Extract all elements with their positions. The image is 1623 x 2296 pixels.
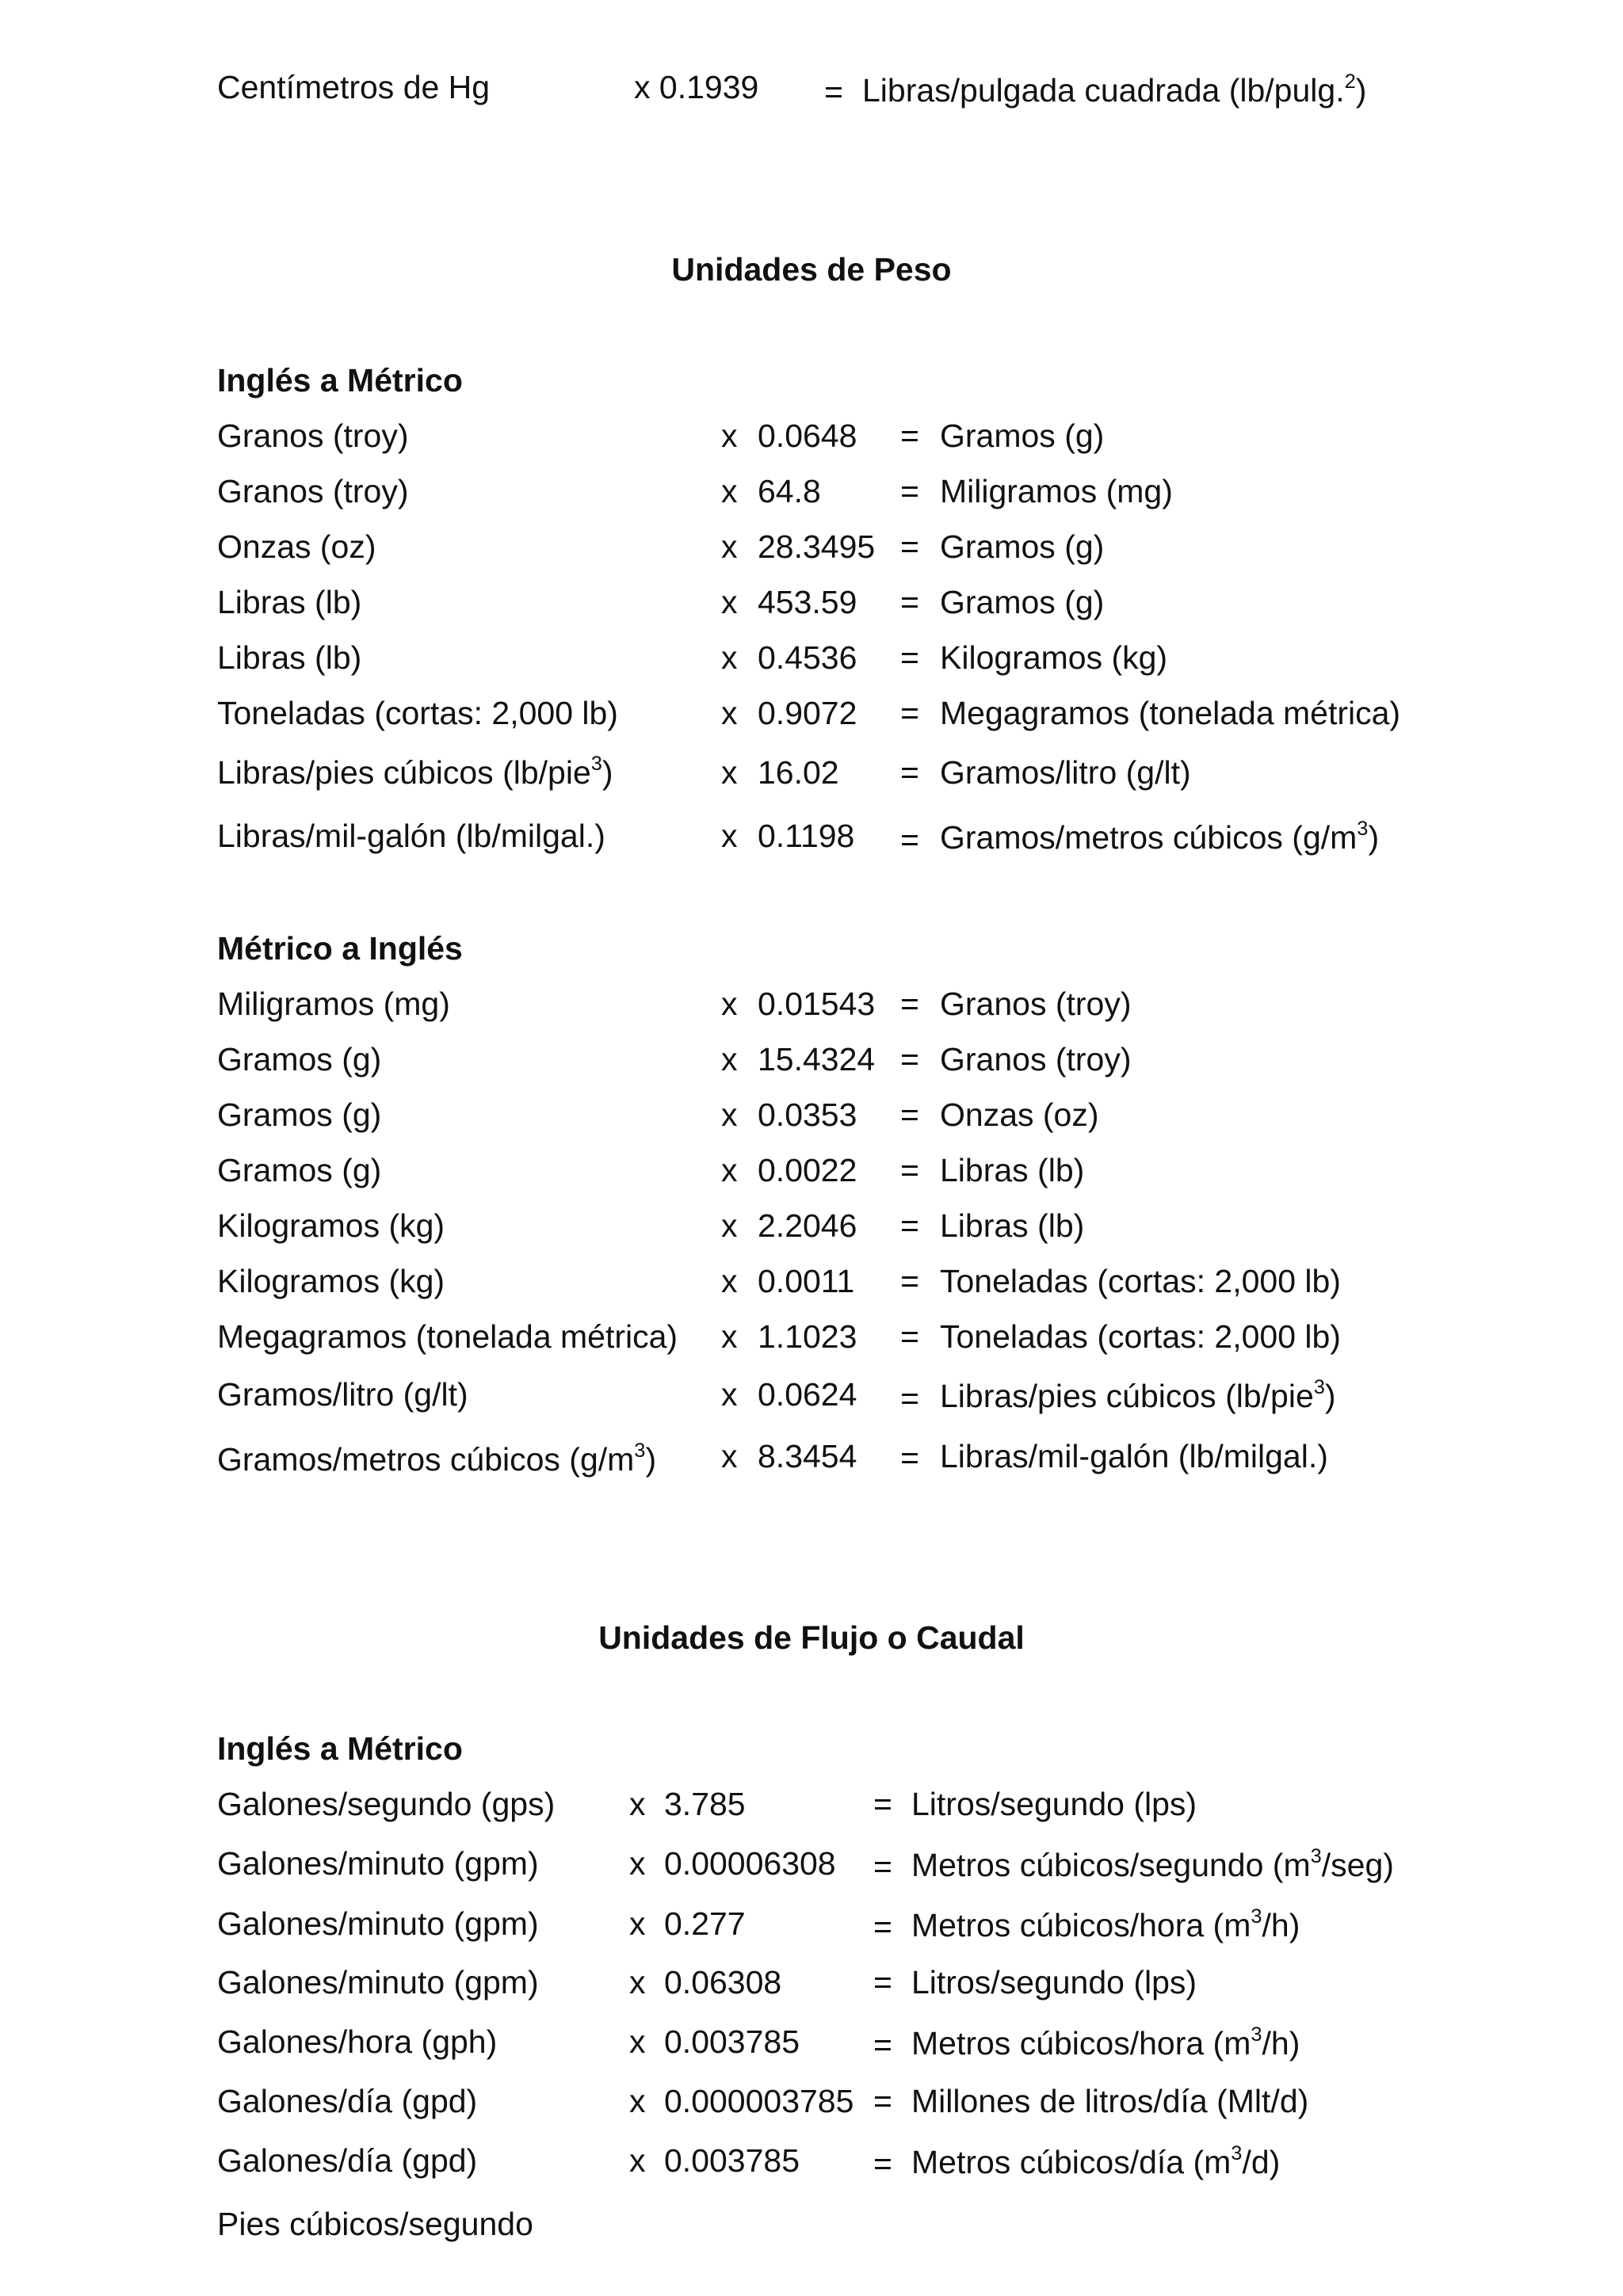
row-unit: Toneladas (cortas: 2,000 lb) [217,695,618,731]
row-x: x [721,1318,738,1355]
row-factor: 0.0624 [758,1376,857,1413]
row-unit: Miligramos (mg) [217,986,450,1022]
row-factor: 0.0011 [758,1263,855,1299]
row-unit: Onzas (oz) [217,528,376,565]
row-factor: 15.4324 [758,1041,876,1077]
row-eq: = [873,1964,892,2000]
row-eq: = [900,418,919,454]
row-eq: = [873,2027,892,2063]
row-factor: 0.0353 [758,1097,857,1133]
row-x: x [629,2142,646,2179]
flujo-title: Unidades de Flujo o Caudal [598,1619,1025,1656]
row-eq: = [900,1318,919,1355]
row-unit: Pies cúbicos/segundo [217,2206,533,2242]
row-eq: = [873,1848,892,1885]
row-factor: 0.06308 [664,1964,782,2000]
top-unit: Centímetros de Hg [217,69,491,105]
row-eq: = [900,528,919,565]
row-unit: Granos (troy) [217,418,409,454]
row-eq: = [873,1909,892,1945]
row-x: x [721,1376,738,1413]
row-unit: Galones/hora (gph) [217,2023,498,2060]
row-unit: Galones/minuto (gpm) [217,1964,539,2000]
row-eq: = [900,1207,919,1244]
row-unit: Gramos (g) [217,1097,382,1133]
row-eq: = [900,1380,919,1417]
row-unit: Gramos/metros cúbicos $(g/m^3)$ [217,1439,657,1478]
row-result: Millones de litros/día (Mlt/d) [911,2083,1309,2119]
peso-met-ing-subtitle: Métrico a Inglés [217,930,463,967]
row-x: x [721,584,738,620]
row-eq: = [873,2145,892,2182]
row-factor: 0.9072 [758,695,857,731]
row-eq: = [900,1440,919,1476]
row-factor: 3.785 [664,1786,746,1822]
row-x: x [721,473,738,509]
row-eq: = [873,1786,892,1822]
row-eq: = [900,1097,919,1133]
row-result: Gramos (g) [940,418,1105,454]
row-unit: Galones/segundo (gps) [217,1786,556,1822]
row-x: x [629,1786,646,1822]
row-unit: Galones/día (gpd) [217,2083,478,2119]
row-unit: Galones/minuto (gpm) [217,1905,539,1942]
row-result: Miligramos (mg) [940,473,1173,509]
row-result: Metros cúbicos/hora $(m^3/h)$ [911,1905,1300,1943]
row-x: x [721,639,738,676]
row-x: x [629,2083,646,2119]
row-result: Gramos (g) [940,528,1105,565]
row-result: Metros cúbicos/día $(m^3/d)$ [911,2142,1281,2180]
row-result: Litros/segundo (lps) [911,1964,1197,2000]
row-eq: = [900,1152,919,1188]
row-result: Libras (lb) [940,1152,1085,1188]
row-eq: = [900,754,919,791]
row-unit: Galones/minuto (gpm) [217,1845,539,1882]
row-result: Kilogramos (kg) [940,639,1168,676]
row-factor: 0.1198 [758,818,855,854]
peso-title: Unidades de Peso [671,251,952,288]
row-result: Toneladas (cortas: 2,000 lb) [940,1263,1341,1299]
row-result: Libras/mil-galón (lb/milgal.) [940,1438,1328,1474]
row-result: Gramos (g) [940,584,1105,620]
row-x: x [721,695,738,731]
row-unit: Gramos/litro (g/lt) [217,1376,468,1413]
row-x: x [629,2023,646,2060]
top-factor: x 0.1939 [634,69,759,105]
top-eq: = [824,74,843,110]
row-unit: Granos (troy) [217,473,409,509]
row-factor: 0.0022 [758,1152,857,1188]
row-x: x [721,818,738,854]
row-result: Libras (lb) [940,1207,1085,1244]
row-result: Megagramos (tonelada métrica) [940,695,1401,731]
row-result: Gramos/metros cúbicos $(g/m^3)$ [940,817,1380,856]
row-x: x [721,1263,738,1299]
row-factor: 2.2046 [758,1207,857,1244]
row-unit: Gramos (g) [217,1152,382,1188]
row-unit: Kilogramos (kg) [217,1207,445,1244]
row-eq: = [900,584,919,620]
row-x: x [721,1438,738,1474]
row-result: Toneladas (cortas: 2,000 lb) [940,1318,1341,1355]
row-factor: 0.000003785 [664,2083,854,2119]
row-factor: 0.00006308 [664,1845,836,1882]
row-unit: Libras (lb) [217,584,362,620]
flujo-subtitle: Inglés a Métrico [217,1730,463,1767]
row-result: Metros cúbicos/segundo $(m^3/seg)$ [911,1844,1394,1883]
row-eq: = [900,473,919,509]
row-factor: 0.003785 [664,2142,800,2179]
row-factor: 0.003785 [664,2023,800,2060]
row-eq: = [873,2083,892,2119]
top-result: Libras/pulgada cuadrada (lb/pulg.$^2$) [862,70,1367,109]
row-x: x [721,1207,738,1244]
row-result: Granos (troy) [940,986,1132,1022]
row-factor: 8.3454 [758,1438,857,1474]
row-x: x [721,1152,738,1188]
row-unit: Kilogramos (kg) [217,1263,445,1299]
row-unit: Libras (lb) [217,639,362,676]
row-x: x [721,418,738,454]
row-eq: = [900,639,919,676]
row-result: Gramos/litro (g/lt) [940,754,1191,791]
row-x: x [721,1097,738,1133]
row-x: x [721,528,738,565]
row-result: Onzas (oz) [940,1097,1099,1133]
row-factor: 453.59 [758,584,857,620]
row-result: Granos (troy) [940,1041,1132,1077]
row-result: Metros cúbicos/hora $(m^3/h)$ [911,2023,1300,2061]
row-factor: 0.4536 [758,639,857,676]
row-unit: Libras/mil-galón (lb/milgal.) [217,818,605,854]
row-eq: = [900,695,919,731]
row-unit: Megagramos (tonelada métrica) [217,1318,678,1355]
row-factor: 16.02 [758,754,839,791]
peso-ing-met-subtitle: Inglés a Métrico [217,362,463,399]
row-x: x [629,1905,646,1942]
row-factor: 0.01543 [758,986,876,1022]
row-unit: Libras/pies cúbicos (lb/pie$^3$) [217,752,613,791]
row-x: x [721,754,738,791]
row-eq: = [900,822,919,858]
row-result: Litros/segundo (lps) [911,1786,1197,1822]
row-factor: 1.1023 [758,1318,857,1355]
row-result: Libras/pies cúbicos (lb/pie$^3$) [940,1375,1336,1414]
row-eq: = [900,986,919,1022]
row-x: x [629,1964,646,2000]
row-factor: 0.0648 [758,418,857,454]
row-factor: 0.277 [664,1905,746,1942]
row-eq: = [900,1263,919,1299]
row-unit: Galones/día (gpd) [217,2142,478,2179]
row-x: x [721,1041,738,1077]
row-eq: = [900,1041,919,1077]
row-x: x [629,1845,646,1882]
row-factor: 64.8 [758,473,821,509]
row-x: x [721,986,738,1022]
row-factor: 28.3495 [758,528,876,565]
row-unit: Gramos (g) [217,1041,382,1077]
